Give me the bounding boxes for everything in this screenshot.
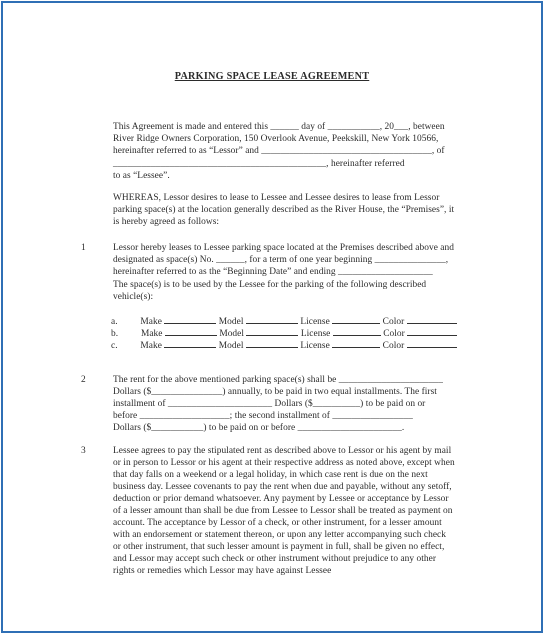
color-label: Color — [383, 329, 405, 339]
model-blank — [246, 327, 298, 336]
clause-line: deduction or prior demand whatsoever. Any payment by Lessee or acceptance by Lessor — [113, 494, 449, 504]
clause-line: business day. Lessee covenants to pay the rent when due and payable, without any setoff, — [113, 482, 452, 492]
clause-line: Lessee agrees to pay the stipulated rent as described above to Lessor or his agent by mail — [113, 446, 452, 456]
intro-line: This Agreement is made and entered this ______ day of ___________, 20___, between — [113, 122, 445, 132]
license-label: License — [300, 341, 330, 351]
license-label: License — [300, 317, 330, 327]
color-label: Color — [382, 317, 405, 327]
clause-line: before ___________________; the second installment of _________________ — [113, 411, 413, 421]
model-blank — [246, 315, 298, 324]
color-blank — [407, 327, 457, 336]
clause-line: account. The acceptance by Lessor of a check, or other instrument, for a lesser amount — [113, 518, 442, 528]
clause-number: 1 — [81, 243, 86, 253]
whereas-line: is hereby agreed as follows: — [113, 217, 220, 227]
license-blank — [333, 327, 381, 336]
model-label: Model — [219, 329, 245, 339]
intro-line: River Ridge Owners Corporation, 150 Overlook Avenue, Peekskill, New York 10566, — [113, 134, 439, 144]
clause-line: that day falls on a weekend or a legal holiday, in which case rent is due on the next — [113, 470, 428, 480]
clause-line: installment of ______________________ Dollars ($__________) to be paid on or — [113, 399, 426, 409]
vehicle-letter: c. — [111, 341, 118, 351]
clause-line: and Lessor may accept such check or other instrument without prejudice to any other — [113, 554, 437, 564]
document-title: PARKING SPACE LEASE AGREEMENT — [174, 71, 370, 82]
clause-line: of a lesser amount than shall be due from Lessee to Lessor shall be treated as payment on — [113, 506, 453, 516]
whereas-line: WHEREAS, Lessor desires to lease to Lessee and Lessee desires to lease from Lessor — [113, 193, 440, 203]
make-label: Make — [140, 317, 162, 327]
model-blank — [246, 339, 298, 348]
license-blank — [332, 315, 380, 324]
clause-line: The space(s) is to be used by the Lessee for the parking of the following described — [113, 280, 427, 290]
color-blank — [407, 339, 457, 348]
whereas-line: parking space(s) at the location generally described as the River House, the “Premises”, it — [113, 205, 455, 215]
color-blank — [407, 315, 457, 324]
make-label: Make — [140, 329, 163, 339]
color-label: Color — [382, 341, 405, 351]
clause-line: hereinafter referred to as the “Beginning Date” and ending ____________________ — [113, 267, 433, 277]
make-blank — [164, 315, 216, 324]
clause-line: or other instrument, that such lesser amount is payment in full, shall be given no effect, — [113, 542, 445, 552]
make-blank — [164, 339, 216, 348]
clause-number: 2 — [81, 375, 86, 385]
clause-line: Lessor hereby leases to Lessee parking space located at the Premises described above and — [113, 243, 454, 253]
document-page — [3, 3, 541, 631]
intro-line: to as “Lessee”. — [113, 171, 170, 181]
clause-line: Dollars ($___________) to be paid on or before ______________________. — [113, 423, 405, 433]
license-blank — [332, 339, 380, 348]
intro-line: hereinafter referred to as “Lessor” and ____________________________________, of — [113, 146, 445, 156]
document-frame — [1, 1, 543, 633]
clause-line: vehicle(s): — [113, 292, 154, 302]
make-label: Make — [140, 341, 162, 351]
vehicle-row — [111, 339, 457, 353]
clause-line: designated as space(s) No. ______, for a term of one year beginning _______________, — [113, 255, 449, 265]
model-label: Model — [218, 317, 244, 327]
model-label: Model — [218, 341, 244, 351]
clause-line: or in person to Lessor or his agent at their respective address as noted above, except when — [113, 458, 455, 468]
vehicle-letter: a. — [111, 317, 118, 327]
make-blank — [165, 327, 217, 336]
vehicle-letter: b. — [111, 329, 119, 339]
clause-number: 3 — [81, 446, 86, 456]
intro-line: _____________________________________________, hereinafter referred — [113, 159, 405, 169]
clause-line: with an endorsement or statement thereon, or upon any letter accompanying such check — [113, 530, 446, 540]
clause-line: Dollars ($_______________) annually, to be paid in two equal installments. The first — [113, 387, 437, 397]
license-label: License — [300, 329, 331, 339]
clause-line: rights or remedies which Lessor may have against Lessee — [113, 566, 332, 576]
clause-line: The rent for the above mentioned parking space(s) shall be ______________________ — [113, 375, 444, 385]
